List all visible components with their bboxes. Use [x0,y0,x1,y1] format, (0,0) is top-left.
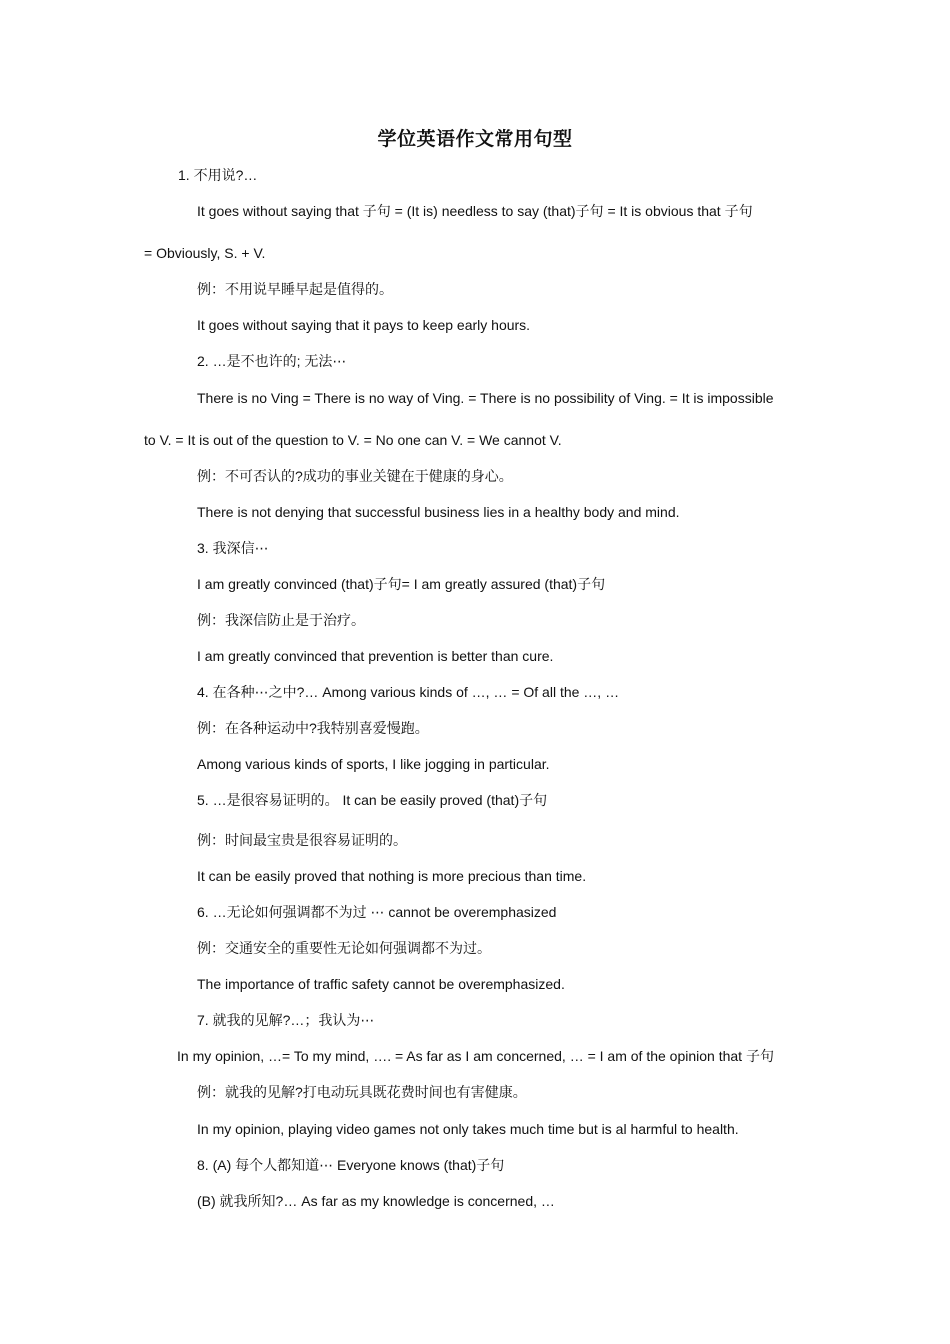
section-heading-1: 1. 不用说?… [178,167,258,183]
pattern-line: I am greatly convinced (that)子句= I am greatly assured (that)子句 [197,576,606,592]
section-heading-3: 3. 我深信⋯ [197,540,269,556]
section-heading-7: 7. 就我的见解?…；我认为⋯ [197,1012,375,1028]
section-heading-6: 6. …无论如何强调都不为过 ⋯ cannot be overemphasized [197,904,557,920]
example-en: It goes without saying that it pays to keep early hours. [197,317,531,333]
section-heading-8b: (B) 就我所知?… As far as my knowledge is concerned, … [197,1193,555,1209]
example-cn: 例：时间最宝贵是很容易证明的。 [197,832,407,848]
example-en: The importance of traffic safety cannot be overemphasized. [197,976,565,992]
section-heading-4: 4. 在各种⋯之中?… Among various kinds of …, … = Of all the …, … [197,684,620,700]
example-cn: 例：交通安全的重要性无论如何强调都不为过。 [197,940,491,956]
section-heading-8a: 8. (A) 每个人都知道⋯ Everyone knows (that)子句 [197,1157,505,1173]
example-cn: 例：在各种运动中?我特别喜爱慢跑。 [197,720,429,736]
section-heading-5: 5. …是很容易证明的。 It can be easily proved (that)子句 [197,792,548,808]
example-cn: 例：不可否认的?成功的事业关键在于健康的身心。 [197,468,513,484]
example-cn: 例：我深信防止是于治疗。 [197,612,365,628]
pattern-line: = Obviously, S. + V. [144,245,266,261]
example-en: Among various kinds of sports, I like jogging in particular. [197,756,550,772]
section-heading-2: 2. …是不也许的; 无法⋯ [197,353,347,369]
example-cn: 例：不用说早睡早起是值得的。 [197,281,393,297]
document-title: 学位英语作文常用句型 [377,128,573,150]
pattern-line: In my opinion, …= To my mind, …. = As far as I am concerned, … = I am of the opinion that 子句 [177,1048,774,1064]
pattern-line: It goes without saying that 子句 = (It is) needless to say (that)子句 = It is obvious that 子句 [197,203,753,219]
example-cn: 例：就我的见解?打电动玩具既花费时间也有害健康。 [197,1084,527,1100]
pattern-line: to V. = It is out of the question to V. = No one can V. = We cannot V. [144,432,562,448]
example-en: In my opinion, playing video games not only takes much time but is al harmful to health. [197,1121,739,1137]
example-en: There is not denying that successful business lies in a healthy body and mind. [197,504,680,520]
example-en: It can be easily proved that nothing is more precious than time. [197,868,587,884]
example-en: I am greatly convinced that prevention is better than cure. [197,648,554,664]
pattern-line: There is no Ving = There is no way of Ving. = There is no possibility of Ving. = It is impossible [197,390,774,406]
